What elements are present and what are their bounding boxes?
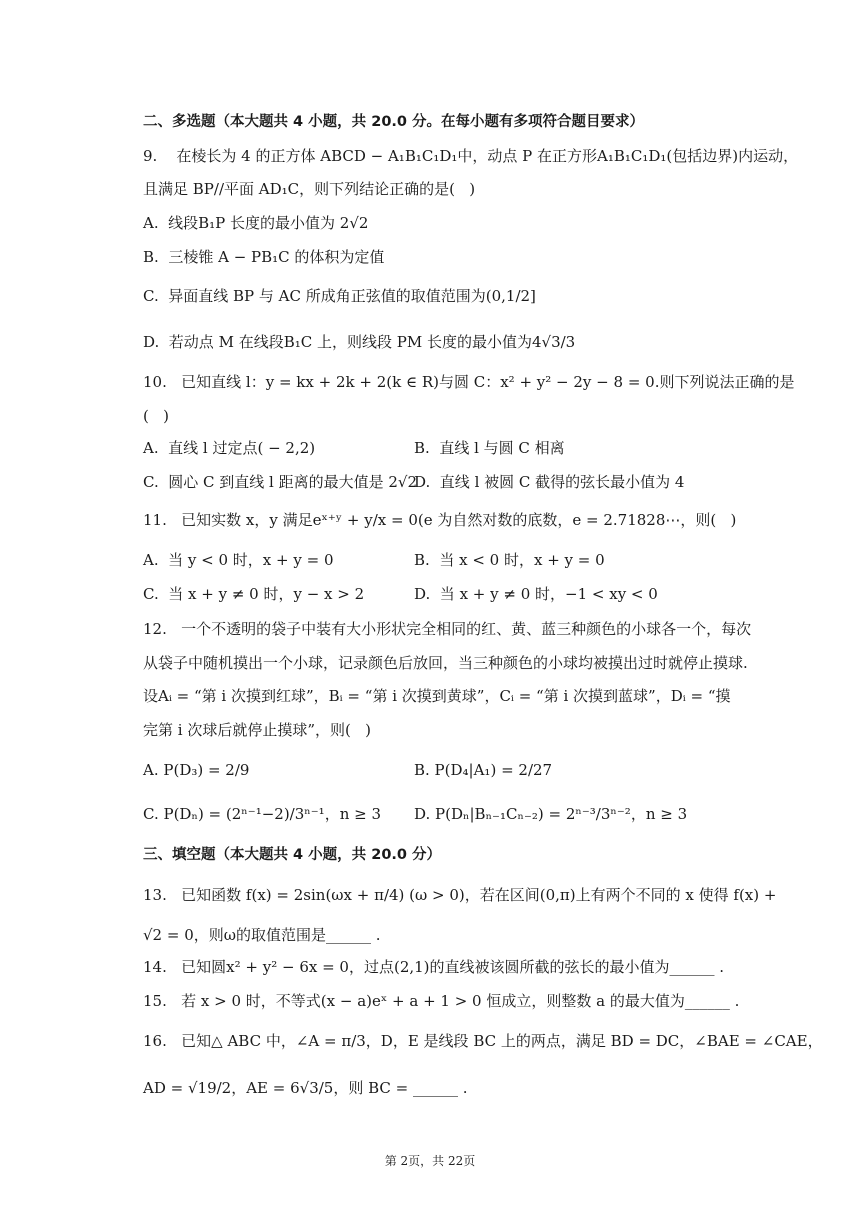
- q14: 14. 已知圆x² + y² − 6x = 0，过点(2,1)的直线被该圆所截的弦长的最小值为______ .: [143, 958, 725, 976]
- q12-option-b: B. P(D₄|A₁) = 2/27: [414, 761, 553, 779]
- page-footer: 第 2页，共 22页: [384, 1154, 476, 1168]
- q11-options-row1: [143, 550, 763, 570]
- q9-option-c: C. 异面直线 BP 与 AC 所成角正弦值的取值范围为(0,1/2]: [143, 287, 536, 305]
- q12-stem-line1: 12. 一个不透明的袋子中装有大小形状完全相同的红、黄、蓝三种颜色的小球各一个，每次: [143, 620, 752, 638]
- q12-options-row2: [143, 804, 763, 824]
- section-heading-fill-in: 三、填空题（本大题共 4 小题，共 20.0 分）: [143, 847, 442, 863]
- q13-line1: 13. 已知函数 f(x) = 2sin(ωx + π/4) (ω > 0)，若在区间(0,π)上有两个不同的 x 使得 f(x) +: [143, 886, 777, 904]
- q9-option-b: B. 三棱锥 A − PB₁C 的体积为定值: [143, 248, 385, 266]
- q10-option-d: D. 直线 l 被圆 C 截得的弦长最小值为 4: [414, 473, 685, 491]
- q11-options-row2: [143, 584, 763, 604]
- q12-option-a: A. P(D₃) = 2/9: [143, 761, 250, 779]
- q11-option-c: C. 当 x + y ≠ 0 时，y − x > 2: [143, 585, 365, 603]
- q12-stem-line4: 完第 i 次球后就停止摸球”，则( ): [143, 721, 372, 739]
- q16-line2: AD = √19/2，AE = 6√3/5，则 BC = ______ .: [143, 1079, 468, 1097]
- q13-line2: √2 = 0，则ω的取值范围是______ .: [143, 926, 381, 944]
- q12-stem-line2: 从袋子中随机摸出一个小球，记录颜色后放回，当三种颜色的小球均被摸出过时就停止摸球.: [143, 654, 748, 672]
- q10-stem-line2: ( ): [143, 407, 170, 425]
- q10-option-a: A. 直线 l 过定点( − 2,2): [143, 439, 316, 457]
- q15: 15. 若 x > 0 时，不等式(x − a)eˣ + a + 1 > 0 恒成立，则整数 a 的最大值为______ .: [143, 992, 740, 1010]
- q12-option-c: C. P(Dₙ) = (2ⁿ⁻¹−2)/3ⁿ⁻¹，n ≥ 3: [143, 805, 382, 823]
- section-heading-multi-choice: 二、多选题（本大题共 4 小题，共 20.0 分。在每小题有多项符合题目要求）: [143, 114, 645, 130]
- q10-option-b: B. 直线 l 与圆 C 相离: [414, 439, 565, 457]
- q12-stem-line3: 设Aᵢ = “第 i 次摸到红球”，Bᵢ = “第 i 次摸到黄球”，Cᵢ = “第 i 次摸到蓝球”，Dᵢ = “摸: [143, 687, 731, 705]
- q10-options-row1: [143, 438, 763, 458]
- q10-option-c: C. 圆心 C 到直线 l 距离的最大值是 2√2: [143, 473, 418, 491]
- q12-options-row1: [143, 760, 763, 780]
- q11-option-b: B. 当 x < 0 时，x + y = 0: [414, 551, 605, 569]
- q11-stem: 11. 已知实数 x，y 满足eˣ⁺ʸ + y/x = 0(e 为自然对数的底数，e = 2.71828⋯，则( ): [143, 511, 737, 529]
- q9-option-d: D. 若动点 M 在线段B₁C 上，则线段 PM 长度的最小值为4√3/3: [143, 333, 576, 351]
- q10-options-row2: [143, 472, 763, 492]
- q9-stem-line2: 且满足 BP//平面 AD₁C，则下列结论正确的是( ): [143, 180, 476, 198]
- q16-line1: 16. 已知△ ABC 中，∠A = π/3，D，E 是线段 BC 上的两点，满足 BD = DC，∠BAE = ∠CAE，: [143, 1032, 823, 1050]
- q12-option-d: D. P(Dₙ|Bₙ₋₁Cₙ₋₂) = 2ⁿ⁻³/3ⁿ⁻²，n ≥ 3: [414, 805, 688, 823]
- q10-stem-line1: 10. 已知直线 l：y = kx + 2k + 2(k ∈ R)与圆 C：x² + y² − 2y − 8 = 0.则下列说法正确的是: [143, 373, 795, 391]
- q9-option-a: A. 线段B₁P 长度的最小值为 2√2: [143, 214, 369, 232]
- q11-option-d: D. 当 x + y ≠ 0 时，−1 < xy < 0: [414, 585, 658, 603]
- q9-stem-line1: 9. 在棱长为 4 的正方体 ABCD − A₁B₁C₁D₁中，动点 P 在正方形A₁B₁C₁D₁(包括边界)内运动，: [143, 147, 799, 165]
- q11-option-a: A. 当 y < 0 时，x + y = 0: [143, 551, 334, 569]
